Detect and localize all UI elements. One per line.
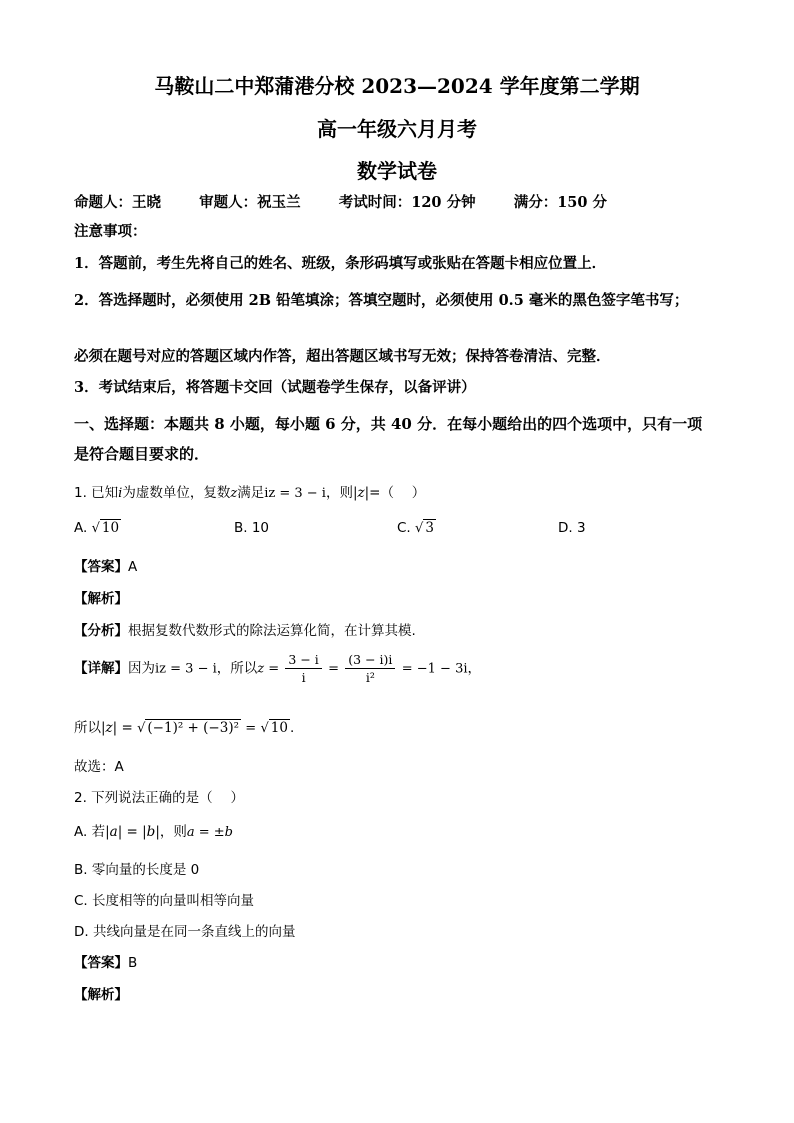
q1-detail: 【详解】因为iz = 3 − i，所以z = $\frac{3 - i}{i}$ = $\frac{(3 - i)i}{\text{i²}}$ = −1 − 3i， xyxy=(74,652,481,685)
q1-option-c: C. √ 3 xyxy=(397,520,434,536)
school-title: 马鞍山二中郑蒲港分校 2023—2024 学年度第二学期 xyxy=(154,74,640,98)
q1-equation: iz = 3 − i xyxy=(264,486,326,501)
note-item-3: 3．考试结束后，将答题卡交回（试题卷学生保存，以备评讲） xyxy=(74,379,476,396)
q1-option-b: B. 10 xyxy=(234,520,270,536)
q1-fraction-2: $\frac{(3 - i)i}{\text{i²}}$ xyxy=(345,652,395,685)
q1-analysis-tag: 【解析】 xyxy=(74,591,128,607)
q1-pick: 故选：A xyxy=(74,759,124,775)
subject-title: 数学试卷 xyxy=(357,159,437,183)
q2-option-d: D. 共线向量是在同一条直线上的向量 xyxy=(74,924,296,940)
section-1-heading: 一、选择题：本题共 8 小题，每小题 6 分，共 40 分．在每小题给出的四个选项中，只有一项是符合题目要求的． xyxy=(74,415,703,463)
q1-option-d: D. 3 xyxy=(558,520,586,536)
q2-analysis-tag: 【解析】 xyxy=(74,987,128,1003)
notes-heading: 注意事项： xyxy=(74,223,147,240)
note-item-2: 2．答选择题时，必须使用 2B 铅笔填涂；答填空题时，必须使用 0.5 毫米的黑色签字笔书写； xyxy=(74,292,689,309)
exam-meta xyxy=(74,191,607,212)
q2-option-b: B. 零向量的长度是 0 xyxy=(74,862,200,878)
exam-time: 考试时间：120 分钟 xyxy=(338,194,476,211)
exam-title: 高一年级六月月考 xyxy=(317,117,477,141)
setter: 命题人：王晓 xyxy=(74,194,161,211)
reviewer: 审题人：祝玉兰 xyxy=(199,194,301,211)
q1-answer: 【答案】A xyxy=(74,559,138,575)
note-item-2b: 必须在题号对应的答题区域内作答，超出答题区域书写无效；保持答卷清洁、完整． xyxy=(74,348,611,365)
q2-option-a: A. 若|a| = |b|，则a = ±b xyxy=(74,824,233,840)
q1-fenxi: 【分析】根据复数代数形式的除法运算化简，在计算其模. xyxy=(74,623,416,639)
q2-option-c: C. 长度相等的向量叫相等向量 xyxy=(74,893,255,909)
q1-abs-z: |z|= xyxy=(352,485,381,501)
q1-fraction-1: $\frac{3 - i}{i}$ xyxy=(285,652,321,685)
q2-answer: 【答案】B xyxy=(74,955,138,971)
question-1-stem: 1. 已知i为虚数单位，复数z满足iz = 3 − i，则|z|=（ ） xyxy=(74,485,426,501)
note-item-1: 1．答题前，考生先将自己的姓名、班级，条形码填写或张贴在答题卡相应位置上． xyxy=(74,255,607,272)
question-2-stem: 2. 下列说法正确的是（ ） xyxy=(74,790,244,806)
full-score: 满分：150 分 xyxy=(513,194,608,211)
q1-option-a: A. √ 10 xyxy=(74,520,120,536)
q1-modulus: 所以|z| = √ (−1)² + (−3)² = √ 10 . xyxy=(74,720,295,736)
